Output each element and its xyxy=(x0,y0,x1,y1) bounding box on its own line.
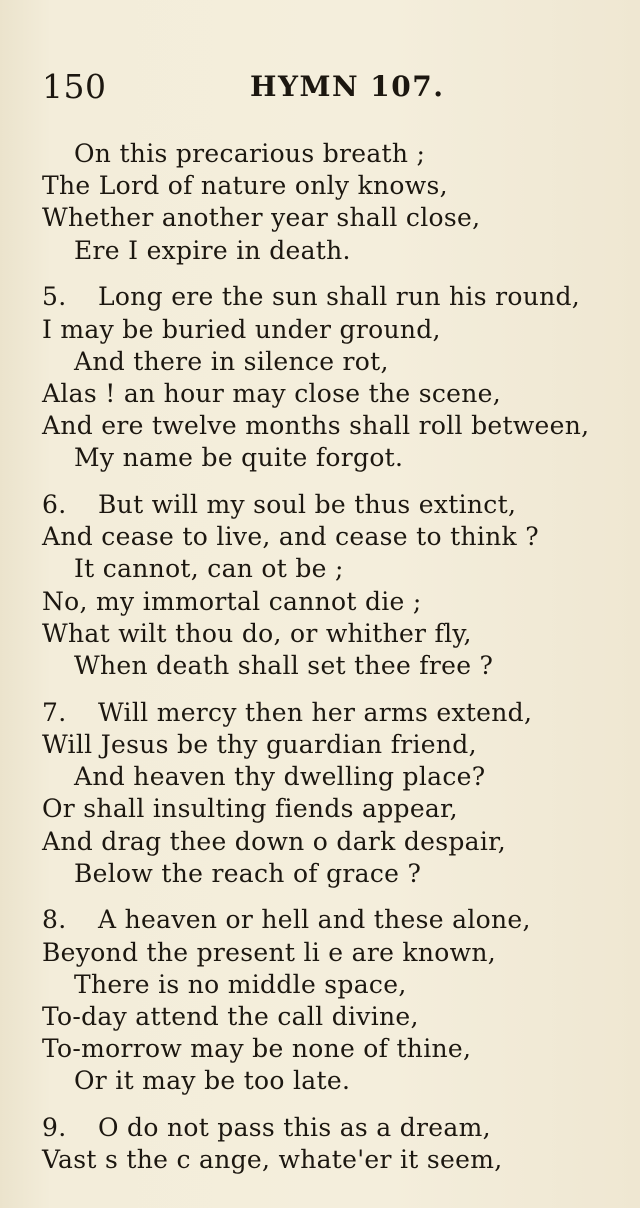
stanza-number: 5. xyxy=(42,282,67,312)
stanza-number: 7. xyxy=(42,697,67,727)
verse-line: Or shall insulting fiends appear, xyxy=(42,794,458,824)
verse-line: Beyond the present li e are known, xyxy=(42,937,496,967)
verse-line xyxy=(42,281,622,313)
verse-line-text: But will my soul be thus extinct, xyxy=(98,490,517,520)
verse-line: No, my immortal cannot die ; xyxy=(42,586,422,616)
verse-line xyxy=(42,489,622,521)
verse-line: And cease to live, and cease to think ? xyxy=(42,522,539,552)
verse-line: What wilt thou do, or whither fly, xyxy=(42,618,472,648)
verse-line: Ere I expire in death. xyxy=(74,235,351,265)
verse-line: Vast s the c ange, whate'er it seem, xyxy=(42,1145,503,1175)
stanza-number: 9. xyxy=(42,1113,67,1143)
verse-line-text: O do not pass this as a dream, xyxy=(98,1113,491,1143)
verse-line: Below the reach of grace ? xyxy=(74,858,422,888)
verse-line-text: A heaven or hell and these alone, xyxy=(98,905,531,935)
verse-line: Whether another year shall close, xyxy=(42,203,481,233)
verse-line xyxy=(42,904,622,936)
verse-line xyxy=(42,1112,622,1144)
verse-line-text: Will mercy then her arms extend, xyxy=(98,697,533,727)
hymn-text xyxy=(42,138,622,1191)
verse-line: To-day attend the call divine, xyxy=(42,1002,419,1032)
verse-line: It cannot, can ot be ; xyxy=(74,554,344,584)
stanza-9 xyxy=(42,1112,622,1176)
verse-line xyxy=(42,697,622,729)
stanza-6 xyxy=(42,489,622,682)
stanza-continued xyxy=(42,138,622,267)
hymn-title: HYMN 107. xyxy=(250,70,445,103)
verse-line: When death shall set thee free ? xyxy=(74,651,494,681)
verse-line: There is no middle space, xyxy=(74,969,407,999)
verse-line: To-morrow may be none of thine, xyxy=(42,1034,472,1064)
verse-line: And there in silence rot, xyxy=(74,346,389,376)
stanza-8 xyxy=(42,904,622,1097)
verse-line-text: Long ere the sun shall run his round, xyxy=(98,282,581,312)
verse-line: Will Jesus be thy guardian friend, xyxy=(42,729,477,759)
verse-line: My name be quite forgot. xyxy=(74,443,404,473)
stanza-number: 6. xyxy=(42,490,67,520)
page-header xyxy=(42,64,600,110)
verse-line: The Lord of nature only knows, xyxy=(42,171,448,201)
verse-line: And heaven thy dwelling place? xyxy=(74,762,486,792)
verse-line: Or it may be too late. xyxy=(74,1066,351,1096)
verse-line: And drag thee down o dark despair, xyxy=(42,826,506,856)
verse-line: And ere twelve months shall roll between, xyxy=(42,411,590,441)
verse-line: On this precarious breath ; xyxy=(74,139,426,168)
verse-line: Alas ! an hour may close the scene, xyxy=(42,378,501,408)
stanza-number: 8. xyxy=(42,905,67,935)
stanza-5 xyxy=(42,281,622,474)
verse-line: I may be buried under ground, xyxy=(42,314,441,344)
stanza-7 xyxy=(42,697,622,890)
page-number: 150 xyxy=(42,67,107,106)
